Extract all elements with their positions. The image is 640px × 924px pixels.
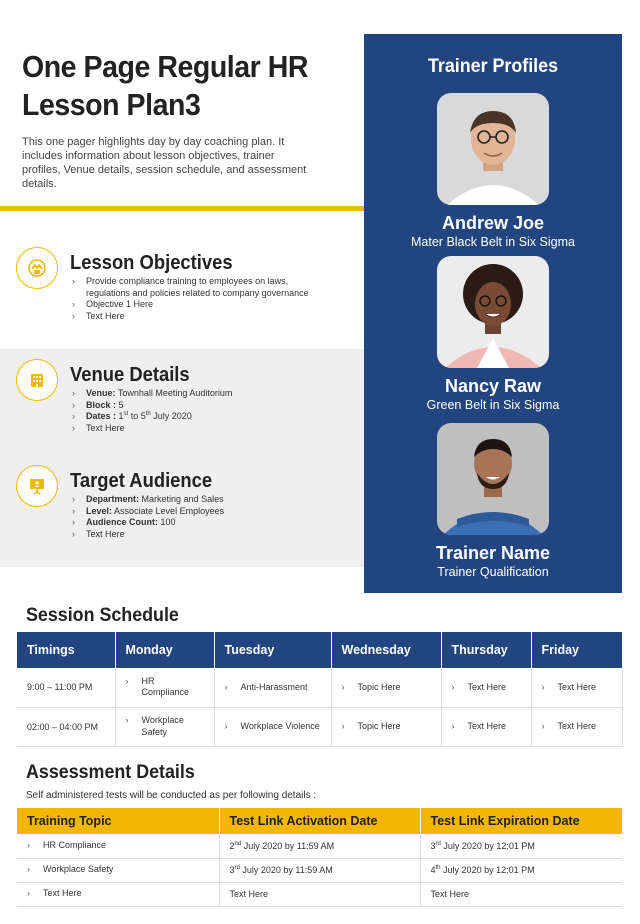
table-cell	[17, 882, 219, 906]
timing-cell: 02:00 – 04:00 PM	[17, 707, 115, 746]
hands-icon	[16, 247, 58, 289]
table-cell	[214, 707, 331, 746]
list-item	[72, 400, 312, 412]
list-item	[72, 517, 312, 529]
lesson-objectives-list	[72, 276, 312, 322]
table-header-row	[17, 632, 622, 668]
count-value: 100	[160, 517, 176, 527]
list-item	[72, 411, 312, 423]
venue-details-title: Venue Details	[70, 364, 190, 386]
table-cell	[420, 834, 622, 858]
trainer-photo	[437, 423, 549, 535]
venue-details-list	[72, 388, 312, 434]
list-item	[72, 388, 312, 400]
venue-label: Venue:	[86, 388, 116, 398]
building-icon	[16, 359, 58, 401]
cell-text: › Workplace Violence	[225, 721, 321, 733]
block-label: Block :	[86, 399, 117, 410]
block-value: 5	[118, 399, 124, 410]
column-header: Thursday	[441, 632, 531, 668]
date-suffix: th	[435, 865, 441, 871]
trainer-name: Trainer Name	[435, 543, 551, 563]
table-cell	[331, 668, 441, 707]
table-cell	[531, 668, 622, 707]
level-label: Level:	[86, 505, 113, 516]
table-cell	[219, 858, 420, 882]
table-cell	[531, 707, 622, 746]
level-value: Associate Level Employees	[114, 505, 225, 516]
date-day: 2	[229, 840, 235, 851]
table-cell	[441, 668, 531, 707]
cell-text: › Topic Here	[342, 721, 431, 733]
table-header-row	[17, 808, 622, 834]
table-row	[17, 858, 622, 882]
date-rest: July 2020 by 11:59 AM	[243, 840, 335, 851]
dates-start: 1	[118, 411, 124, 421]
date-suffix: rd	[435, 840, 441, 847]
intro-text: This one pager highlights day by day coaching plan. It includes information about lesson objectives, trainer profiles, Venue details, session schedule, and assessment details.	[22, 136, 307, 190]
trainer-photo	[437, 93, 549, 205]
trainer-card	[364, 423, 622, 579]
list-item	[72, 494, 312, 506]
department-label: Department:	[86, 494, 140, 504]
table-row	[17, 834, 622, 858]
list-item	[72, 506, 312, 518]
topic-text: › Workplace Safety	[27, 864, 209, 876]
dates-end-sup: th	[145, 411, 151, 417]
lesson-objectives-title: Lesson Objectives	[70, 252, 233, 274]
assessment-subtitle: Self administered tests will be conducted as per following details :	[26, 790, 317, 801]
count-label: Audience Count:	[86, 517, 158, 527]
timing-cell: 9:00 – 11:00 PM	[17, 668, 115, 707]
table-row	[17, 668, 622, 707]
table-cell: Text Here	[219, 882, 420, 906]
table-cell	[17, 834, 219, 858]
cell-text: › Text Here	[542, 682, 612, 694]
topic-text: › HR Compliance	[27, 840, 209, 852]
column-header: Timings	[17, 632, 115, 668]
list-item: › Objective 1 Here	[72, 299, 312, 311]
table-cell	[115, 707, 214, 746]
session-schedule-table	[17, 632, 623, 747]
table-cell	[420, 858, 622, 882]
gold-divider	[0, 206, 366, 211]
trainer-role: Trainer Qualification	[437, 565, 549, 579]
column-header: Tuesday	[214, 632, 331, 668]
column-header: Monday	[115, 632, 214, 668]
target-audience-list	[72, 494, 312, 540]
table-row	[17, 882, 622, 906]
assessment-table	[17, 808, 623, 907]
venue-value: Townhall Meeting Auditorium	[117, 388, 233, 398]
column-header: Test Link Activation Date	[219, 808, 420, 834]
trainer-name: Nancy Raw	[444, 376, 542, 396]
column-header: Test Link Expiration Date	[420, 808, 622, 834]
table-cell	[441, 707, 531, 746]
presentation-icon	[16, 465, 58, 507]
assessment-title: Assessment Details	[26, 762, 195, 783]
cell-text: › Anti-Harassment	[225, 682, 321, 694]
trainer-profiles-panel	[364, 34, 622, 593]
trainer-profiles-title: Trainer Profiles	[427, 56, 559, 77]
date-rest: July 2020 by 12:01 PM	[443, 840, 535, 851]
date-day: 3	[430, 840, 436, 851]
date-rest: July 2020 by 11:59 AM	[242, 865, 333, 875]
table-cell	[219, 834, 420, 858]
date-suffix: nd	[234, 840, 242, 847]
department-value: Marketing and Sales	[141, 494, 224, 504]
cell-text: › Workplace Safety	[126, 715, 204, 738]
date-day: 4	[430, 865, 436, 875]
list-item: › Provide compliance training to employees on laws, regulations and policies related to company governance	[72, 276, 312, 299]
date-day: 3	[229, 865, 235, 875]
date-rest: July 2020 by 12:01 PM	[443, 865, 535, 875]
cell-text: › Text Here	[452, 721, 521, 733]
table-cell	[17, 858, 219, 882]
table-cell: Text Here	[420, 882, 622, 906]
table-cell	[331, 707, 441, 746]
trainer-card	[364, 93, 622, 249]
trainer-role: Mater Black Belt in Six Sigma	[411, 235, 575, 249]
cell-text: › Text Here	[452, 682, 521, 694]
column-header: Friday	[531, 632, 622, 668]
column-header: Training Topic	[17, 808, 219, 834]
page-title: One Page Regular HR Lesson Plan3	[22, 49, 309, 122]
trainer-photo	[437, 256, 549, 368]
target-audience-title: Target Audience	[70, 470, 213, 492]
table-cell	[115, 668, 214, 707]
table-row	[17, 707, 622, 746]
column-header: Wednesday	[331, 632, 441, 668]
table-cell	[214, 668, 331, 707]
list-item: › Text Here	[72, 423, 312, 435]
dates-label: Dates :	[86, 411, 117, 421]
date-suffix: rd	[234, 865, 240, 871]
topic-text: › Text Here	[27, 888, 209, 900]
trainer-name: Andrew Joe	[441, 213, 545, 233]
session-schedule-title: Session Schedule	[26, 605, 179, 626]
dates-rest: July 2020	[153, 411, 192, 421]
cell-text: › Topic Here	[342, 682, 431, 694]
cell-text: › HR Compliance	[126, 676, 204, 699]
list-item: › Text Here	[72, 529, 312, 541]
trainer-role: Green Belt in Six Sigma	[426, 398, 560, 412]
dates-start-sup: st	[123, 411, 129, 417]
list-item: › Text Here	[72, 311, 312, 323]
trainer-card	[364, 256, 622, 412]
dates-mid: to 5	[130, 411, 146, 421]
cell-text: › Text Here	[542, 721, 612, 733]
